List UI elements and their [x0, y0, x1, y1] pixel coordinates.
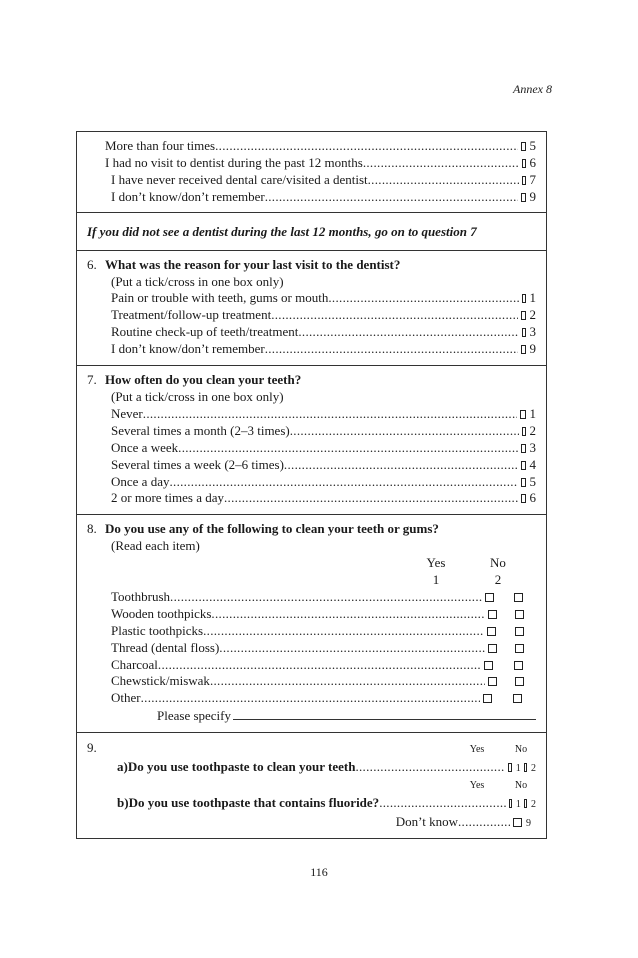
skip-instruction: If you did not see a dentist during the last 12 months, go on to question 7: [87, 223, 477, 239]
checkbox[interactable]: [522, 427, 526, 436]
no-code: 2: [530, 799, 536, 811]
option-code: 5: [529, 138, 536, 153]
no-label: No: [514, 780, 528, 792]
q9a-row: [87, 758, 536, 777]
specify-row: [87, 707, 536, 725]
option-label: Routine check-up of teeth/treatment: [111, 324, 299, 340]
item-row: [87, 657, 536, 674]
option-code: 6: [529, 490, 536, 506]
q9b-letter: b): [117, 795, 129, 811]
option-code: 1: [529, 405, 536, 421]
q6-section: [77, 251, 546, 366]
no-checkbox[interactable]: [513, 694, 522, 703]
q9-section: [77, 733, 546, 838]
yes-label: Yes: [469, 744, 485, 756]
checkbox[interactable]: [521, 142, 526, 151]
no-code: 2: [494, 572, 502, 588]
question-instruction: (Read each item): [111, 538, 200, 554]
checkbox[interactable]: [522, 176, 525, 185]
item-label: Thread (dental floss): [111, 639, 220, 655]
yes-no-header: [87, 555, 536, 572]
checkbox[interactable]: [521, 444, 526, 453]
item-label: Plastic toothpicks: [111, 622, 204, 638]
option-label: Pain or trouble with teeth, gums or mouth: [111, 290, 329, 306]
item-label: Chewstick/miswak: [111, 673, 210, 689]
checkbox[interactable]: [521, 345, 525, 354]
option-code: 3: [529, 324, 536, 340]
item-label: Charcoal: [111, 656, 158, 672]
option-code: 5: [529, 473, 536, 489]
option-row: [87, 189, 536, 206]
yes-code: 1: [515, 799, 521, 811]
dont-know-checkbox[interactable]: [513, 818, 522, 827]
no-checkbox[interactable]: [524, 799, 527, 808]
option-label: Several times a month (2–3 times): [111, 422, 290, 438]
q9a-letter: a): [117, 759, 128, 775]
yes-no-codes: [87, 572, 536, 589]
q9b-dont-know-row: [87, 813, 536, 832]
no-checkbox[interactable]: [514, 593, 523, 602]
option-label: Once a week: [111, 439, 179, 455]
checkbox[interactable]: [522, 159, 525, 168]
option-row: [87, 307, 536, 324]
question-number: 9.: [87, 740, 97, 756]
question-text: Do you use any of the following to clean your teeth or gums?: [105, 521, 439, 537]
option-row: [87, 324, 536, 341]
q9-header: [87, 739, 536, 758]
question-number: 8.: [87, 521, 97, 537]
option-label: I have never received dental care/visited a dentist: [111, 171, 368, 187]
yes-label: Yes: [426, 555, 446, 571]
question-title: [87, 257, 536, 274]
yes-checkbox[interactable]: [508, 763, 511, 772]
checkbox[interactable]: [521, 494, 526, 503]
option-code: 3: [529, 439, 536, 455]
item-row: [87, 606, 536, 623]
specify-input[interactable]: [233, 707, 536, 720]
q7-section: [77, 366, 546, 515]
checkbox[interactable]: [520, 410, 525, 419]
option-label: I don’t know/don’t remember: [111, 341, 265, 357]
item-label: Other: [111, 690, 141, 706]
option-row: [87, 406, 536, 423]
yes-checkbox[interactable]: [484, 661, 493, 670]
no-checkbox[interactable]: [515, 610, 524, 619]
yes-checkbox[interactable]: [509, 799, 512, 808]
question-title: [87, 372, 536, 389]
yes-label: Yes: [469, 780, 485, 792]
item-label: Wooden toothpicks: [111, 605, 212, 621]
q9a-text: Do you use toothpaste to clean your teeth: [127, 759, 356, 775]
no-checkbox[interactable]: [515, 627, 524, 636]
option-row: [87, 138, 536, 155]
yes-code: 1: [432, 572, 440, 588]
item-label: Toothbrush: [111, 588, 171, 604]
option-row: [87, 341, 536, 358]
option-code: 2: [529, 307, 536, 323]
option-code: 6: [529, 154, 536, 170]
option-label: Treatment/follow-up treatment: [111, 307, 272, 323]
option-code: 4: [529, 456, 536, 472]
option-code: 1: [529, 290, 536, 306]
option-label: Never: [111, 405, 143, 421]
yes-code: 1: [515, 763, 521, 775]
option-label: More than four times: [105, 138, 216, 153]
option-row: [87, 172, 536, 189]
q9b-row: [87, 794, 536, 813]
item-row: [87, 640, 536, 657]
item-row: [87, 589, 536, 606]
annex-label: Annex 8: [513, 82, 552, 96]
checkbox[interactable]: [521, 478, 526, 487]
checkbox[interactable]: [521, 193, 525, 202]
specify-label: Please specify: [157, 708, 232, 724]
question-text: How often do you clean your teeth?: [105, 372, 302, 388]
yes-checkbox[interactable]: [488, 610, 497, 619]
no-checkbox[interactable]: [515, 644, 524, 653]
question-title: [87, 521, 536, 538]
q5-continued-section: [77, 132, 546, 213]
option-row: [87, 423, 536, 440]
yes-checkbox[interactable]: [485, 593, 494, 602]
q8-section: [77, 515, 546, 733]
item-row: [87, 690, 536, 707]
page-number: 116: [310, 865, 328, 879]
questionnaire-form: [76, 131, 547, 839]
yes-checkbox[interactable]: [487, 627, 496, 636]
option-row: [87, 474, 536, 491]
q9b-text: Do you use toothpaste that contains fluoride?: [128, 795, 380, 811]
item-row: [87, 673, 536, 690]
no-checkbox[interactable]: [524, 763, 527, 772]
question-instruction: (Put a tick/cross in one box only): [111, 273, 284, 289]
option-code: 9: [529, 341, 536, 357]
option-row: [87, 457, 536, 474]
no-checkbox[interactable]: [515, 677, 524, 686]
question-number: 6.: [87, 256, 97, 272]
checkbox[interactable]: [521, 311, 525, 320]
option-code: 2: [529, 422, 536, 438]
question-text: What was the reason for your last visit to the dentist?: [105, 256, 401, 272]
q9b-yes-no-header: [87, 777, 536, 794]
yes-checkbox[interactable]: [488, 644, 497, 653]
option-row: [87, 490, 536, 507]
option-label: Once a day: [111, 473, 170, 489]
checkbox[interactable]: [521, 461, 525, 470]
option-row: [87, 290, 536, 307]
no-checkbox[interactable]: [514, 661, 523, 670]
checkbox[interactable]: [522, 328, 526, 337]
no-label: No: [490, 555, 506, 571]
option-row: [87, 440, 536, 457]
option-label: Several times a week (2–6 times): [111, 456, 284, 472]
dont-know-code: 9: [526, 818, 531, 830]
question-number: 7.: [87, 372, 97, 388]
option-code: 7: [529, 171, 536, 187]
yes-checkbox[interactable]: [488, 677, 497, 686]
checkbox[interactable]: [522, 294, 526, 303]
option-row: [87, 155, 536, 172]
no-code: 2: [530, 763, 536, 775]
option-label: I had no visit to dentist during the past 12 months: [105, 154, 363, 170]
item-row: [87, 623, 536, 640]
no-label: No: [514, 744, 528, 756]
yes-checkbox[interactable]: [483, 694, 492, 703]
option-label: 2 or more times a day: [111, 490, 224, 506]
dont-know-label: Don’t know: [395, 814, 458, 830]
option-code: 9: [529, 188, 536, 204]
option-label: I don’t know/don’t remember: [111, 188, 265, 204]
question-instruction: (Put a tick/cross in one box only): [111, 388, 284, 404]
skip-note-section: [77, 213, 546, 251]
